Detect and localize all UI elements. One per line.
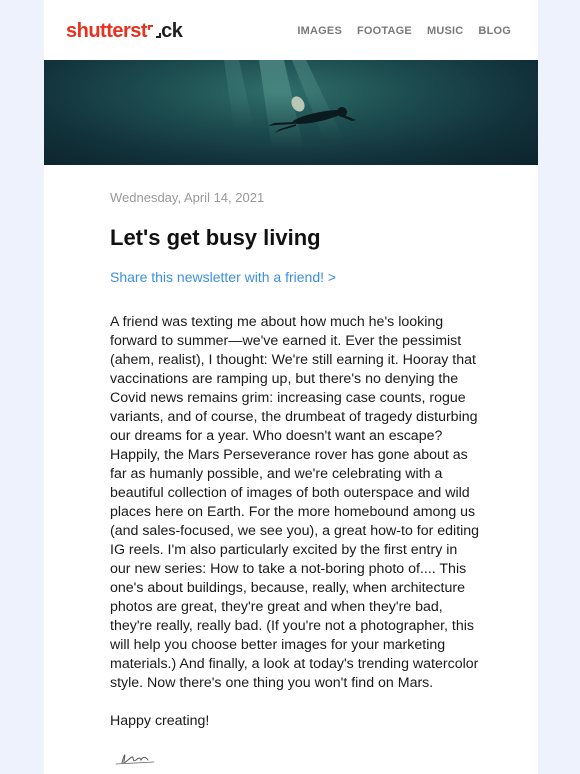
- nav-item-music[interactable]: MUSIC: [426, 25, 464, 37]
- nav-item-blog[interactable]: BLOG: [478, 25, 511, 37]
- article-signoff: Happy creating!: [110, 713, 210, 729]
- share-newsletter-link[interactable]: Share this newsletter with a friend! >: [110, 269, 337, 285]
- logo-text-part1: shutterst: [66, 20, 148, 42]
- top-nav: [297, 25, 511, 37]
- header: [44, 0, 538, 60]
- shutterstock-logo[interactable]: [66, 18, 182, 44]
- logo-text-part2: ck: [161, 20, 183, 42]
- signature-image: [110, 739, 190, 769]
- nav-item-images[interactable]: IMAGES: [297, 25, 342, 37]
- article-body: A friend was texting me about how much he's looking forward to summer—we've earned it. Ever the pessimist (ahem, realist), I thought: We're still earning it. Hooray that vaccinations are ramping up, but there's no denying the Covid news remains grim: increasing case counts, rogue variants, and of course, the drumbeat of tragedy disturbing our dreams for a year. Who doesn't want an escape? Happily, the Mars Perseverance rover has gone about as far as humanly possible, and we're celebrating with a beautiful collection of images of both outerspace and wild places here on Earth. For the more homebound among us (and sales-focused, we see you), a great how-to for editing IG reels. I'm also particularly excited by the first entry in our new series: How to take a not-boring photo of.... This one's about buildings, because, really, when architecture photos are great, they're great and when they're bad, they're really, really bad. (If you're not a photographer, this will help you choose better images for your marketing materials.) And finally, a look at today's trending watercolor style. Now there's one thing you won't find on Mars.: [110, 314, 480, 691]
- article-title: Let's get busy living: [110, 225, 321, 250]
- scuba-diver-image: [44, 60, 538, 165]
- article: [110, 186, 480, 774]
- article-date: Wednesday, April 14, 2021: [110, 190, 265, 205]
- nav-item-footage[interactable]: FOOTAGE: [356, 25, 412, 37]
- hero-image[interactable]: [44, 60, 538, 165]
- logo-stamp-icon: [148, 25, 161, 38]
- newsletter-card: [44, 0, 538, 774]
